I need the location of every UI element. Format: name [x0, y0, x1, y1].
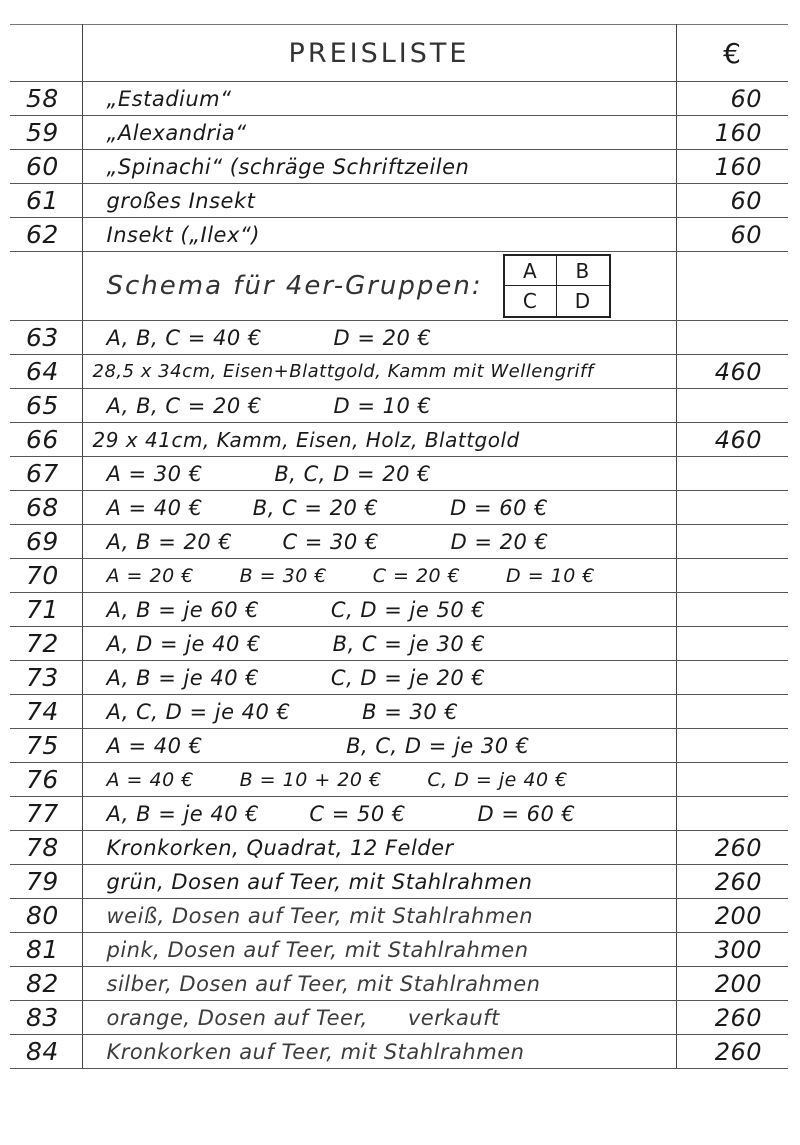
item-number: 80 [10, 899, 82, 933]
item-number: 66 [10, 423, 82, 457]
schema-number-cell [10, 252, 82, 321]
item-number: 63 [10, 321, 82, 355]
table-row [10, 525, 788, 559]
item-price [676, 627, 788, 661]
table-row [10, 763, 788, 797]
item-number: 72 [10, 627, 82, 661]
item-price [676, 661, 788, 695]
number-header [10, 25, 82, 82]
item-price: 460 [676, 423, 788, 457]
schema-cell-a: A [505, 256, 557, 286]
item-price [676, 525, 788, 559]
item-price: 260 [676, 865, 788, 899]
item-description: A = 40 € B, C = 20 € D = 60 € [82, 491, 676, 525]
item-price [676, 457, 788, 491]
item-number: 64 [10, 355, 82, 389]
table-row [10, 355, 788, 389]
table-row [10, 695, 788, 729]
item-price: 60 [676, 82, 788, 116]
item-number: 61 [10, 184, 82, 218]
table-row [10, 593, 788, 627]
item-description: Kronkorken, Quadrat, 12 Felder [82, 831, 676, 865]
item-number: 59 [10, 116, 82, 150]
item-price [676, 797, 788, 831]
price-list-sheet [10, 24, 788, 1069]
item-description: A, B = 20 € C = 30 € D = 20 € [82, 525, 676, 559]
item-description: A, B = je 60 € C, D = je 50 € [82, 593, 676, 627]
item-description: A = 30 € B, C, D = 20 € [82, 457, 676, 491]
table-row [10, 218, 788, 252]
item-price: 60 [676, 218, 788, 252]
item-description: „Estadium“ [82, 82, 676, 116]
item-description: weiß, Dosen auf Teer, mit Stahlrahmen [82, 899, 676, 933]
item-description: grün, Dosen auf Teer, mit Stahlrahmen [82, 865, 676, 899]
item-number: 75 [10, 729, 82, 763]
table-row [10, 423, 788, 457]
table-row [10, 899, 788, 933]
schema-cell [82, 252, 676, 321]
item-price: 260 [676, 831, 788, 865]
item-price: 160 [676, 116, 788, 150]
schema-cell-b: B [557, 256, 609, 286]
item-price [676, 593, 788, 627]
table-row [10, 865, 788, 899]
item-description: silber, Dosen auf Teer, mit Stahlrahmen [82, 967, 676, 1001]
item-price [676, 389, 788, 423]
table-row [10, 933, 788, 967]
item-price: 160 [676, 150, 788, 184]
item-number: 62 [10, 218, 82, 252]
schema-cell-d: D [574, 289, 591, 313]
table-row [10, 729, 788, 763]
item-description: Kronkorken auf Teer, mit Stahlrahmen [82, 1035, 676, 1069]
item-description: großes Insekt [82, 184, 676, 218]
item-number: 60 [10, 150, 82, 184]
item-price: 60 [676, 184, 788, 218]
item-description: A = 20 € B = 30 € C = 20 € D = 10 € [82, 559, 676, 593]
item-price [676, 695, 788, 729]
item-number: 71 [10, 593, 82, 627]
table-row [10, 150, 788, 184]
table-row [10, 184, 788, 218]
header-row [10, 25, 788, 82]
item-description [82, 1001, 676, 1035]
item-description: „Alexandria“ [82, 116, 676, 150]
item-number: 69 [10, 525, 82, 559]
table-row [10, 321, 788, 355]
item-number: 78 [10, 831, 82, 865]
item-price [676, 491, 788, 525]
item-number: 77 [10, 797, 82, 831]
item-description: A, B, C = 20 € D = 10 € [82, 389, 676, 423]
item-description: pink, Dosen auf Teer, mit Stahlrahmen [82, 933, 676, 967]
item-number: 58 [10, 82, 82, 116]
item-description: 29 x 41cm, Kamm, Eisen, Holz, Blattgold [82, 423, 676, 457]
schema-label: Schema für 4er-Gruppen: [106, 271, 483, 301]
item-price: 460 [676, 355, 788, 389]
item-number: 84 [10, 1035, 82, 1069]
table-row [10, 457, 788, 491]
item-number: 76 [10, 763, 82, 797]
item-description: Insekt („Ilex“) [82, 218, 676, 252]
item-price [676, 763, 788, 797]
item-price: 260 [676, 1001, 788, 1035]
item-price: 200 [676, 967, 788, 1001]
table-row [10, 1035, 788, 1069]
item-number: 74 [10, 695, 82, 729]
schema-price-cell [676, 252, 788, 321]
table-row [10, 797, 788, 831]
item-price: 200 [676, 899, 788, 933]
item-number: 81 [10, 933, 82, 967]
table-row [10, 116, 788, 150]
table-row [10, 627, 788, 661]
item-number: 73 [10, 661, 82, 695]
item-description: A, B = je 40 € C = 50 € D = 60 € [82, 797, 676, 831]
table-row [10, 661, 788, 695]
item-number: 68 [10, 491, 82, 525]
item-description: A, C, D = je 40 € B = 30 € [82, 695, 676, 729]
page-title: PREISLISTE [82, 25, 676, 82]
item-price: 300 [676, 933, 788, 967]
item-description: A, B = je 40 € C, D = je 20 € [82, 661, 676, 695]
sold-note: verkauft [407, 1005, 500, 1030]
currency-header: € [676, 25, 788, 82]
item-description: 28,5 x 34cm, Eisen+Blattgold, Kamm mit Wellengriff [82, 355, 676, 389]
item-description: „Spinachi“ (schräge Schriftzeilen [82, 150, 676, 184]
schema-wrap [107, 254, 676, 318]
item-description-text: orange, Dosen auf Teer, [106, 1005, 368, 1030]
item-number: 70 [10, 559, 82, 593]
item-number: 65 [10, 389, 82, 423]
table-row [10, 1001, 788, 1035]
item-price: 260 [676, 1035, 788, 1069]
item-price [676, 729, 788, 763]
schema-cell-c: C [505, 286, 557, 316]
item-price [676, 559, 788, 593]
item-description: A = 40 € B = 10 + 20 € C, D = je 40 € [82, 763, 676, 797]
table-row [10, 491, 788, 525]
item-number: 79 [10, 865, 82, 899]
price-table [10, 24, 788, 1069]
item-number: 83 [10, 1001, 82, 1035]
item-description: A = 40 € B, C, D = je 30 € [82, 729, 676, 763]
item-number: 67 [10, 457, 82, 491]
table-row [10, 82, 788, 116]
table-row [10, 559, 788, 593]
item-price [676, 321, 788, 355]
schema-row [10, 252, 788, 321]
table-row [10, 967, 788, 1001]
item-number: 82 [10, 967, 82, 1001]
item-description: A, B, C = 40 € D = 20 € [82, 321, 676, 355]
item-description: A, D = je 40 € B, C = je 30 € [82, 627, 676, 661]
table-row [10, 831, 788, 865]
table-row [10, 389, 788, 423]
schema-grid [503, 254, 611, 318]
